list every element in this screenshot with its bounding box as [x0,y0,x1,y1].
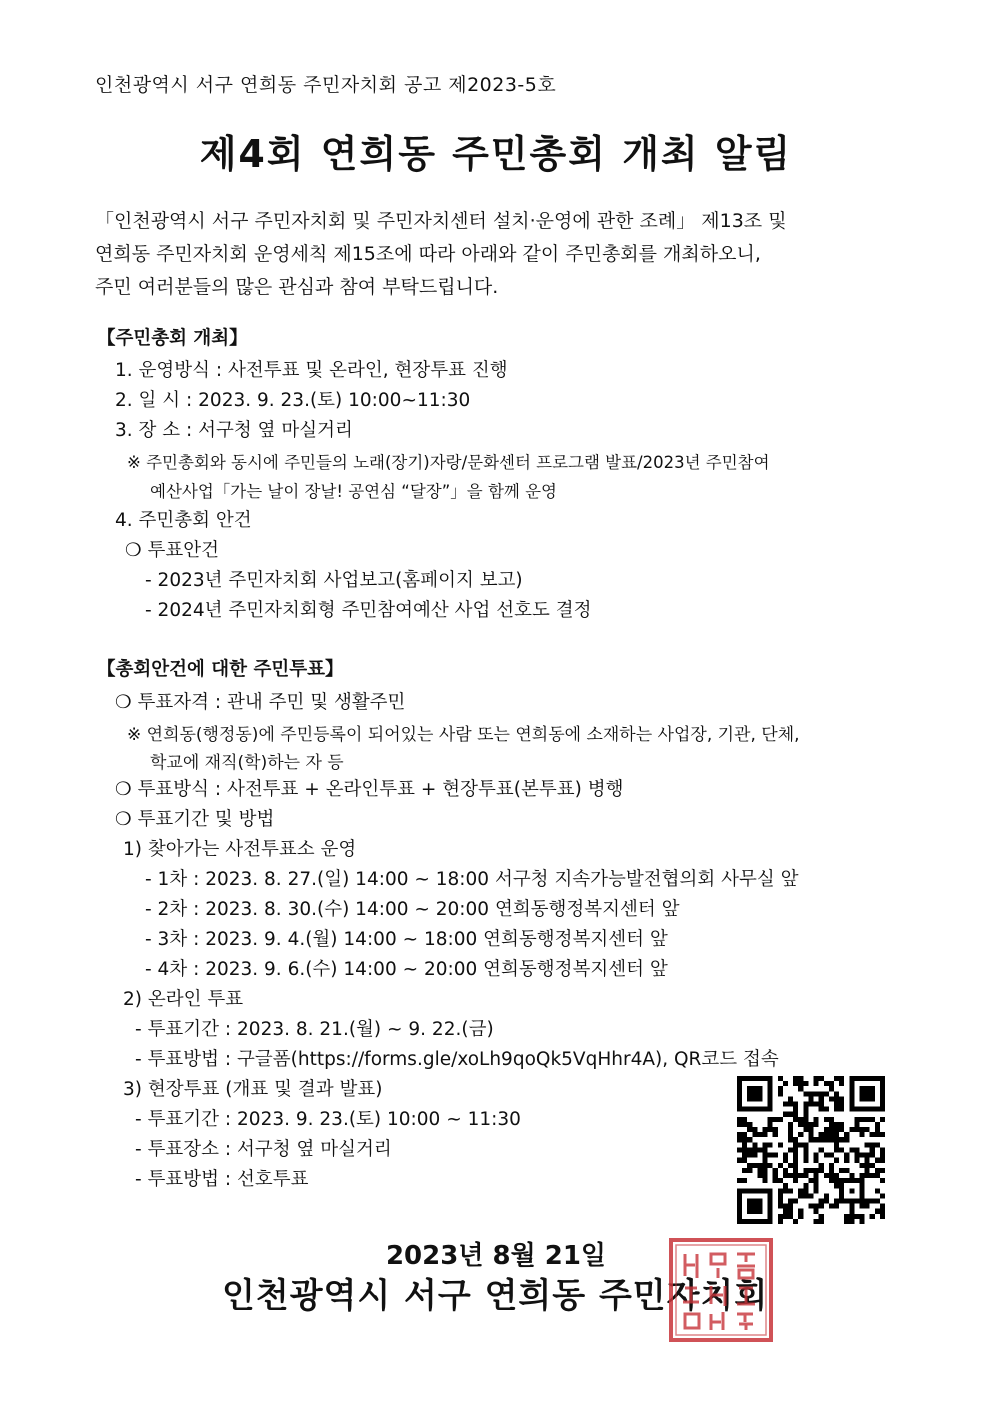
agenda-item: - 2024년 주민자치회형 주민참여예산 사업 선호도 결정 [145,600,592,621]
onsite-vote-item: - 투표방법 : 선호투표 [135,1169,309,1190]
agenda-item: - 2023년 주민자치회 사업보고(홈페이지 보고) [145,570,523,591]
notice-number: 인천광역시 서구 연희동 주민자치회 공고 제2023-5호 [95,74,557,96]
early-vote-item: - 4차 : 2023. 9. 6.(수) 14:00 ~ 20:00 연희동행정복지센터 앞 [145,959,668,980]
intro-line: 「인천광역시 서구 주민자치회 및 주민자치센터 설치·운영에 관한 조례」 제13조 및 [95,210,787,232]
official-seal-icon [667,1236,775,1344]
vote-method: ❍ 투표방식 : 사전투표 + 온라인투표 + 현장투표(본투표) 병행 [115,779,624,800]
online-vote-item: - 투표방법 : 구글폼(https://forms.gle/xoLh9qoQk5VqHhr4A), QR코드 접속 [135,1049,779,1070]
notice-date: 2023년 8월 21일 [385,1241,607,1271]
agenda-sub: ❍ 투표안건 [125,540,219,561]
note-line: ※ 주민총회와 동시에 주민들의 노래(장기)자랑/문화센터 프로그램 발표/2023년 주민참여 [127,453,770,472]
early-vote-item: - 1차 : 2023. 8. 27.(일) 14:00 ~ 18:00 서구청 지속가능발전협의회 사무실 앞 [145,869,799,890]
onsite-vote-item: - 투표기간 : 2023. 9. 23.(토) 10:00 ~ 11:30 [135,1109,521,1130]
agenda-title: 4. 주민총회 안건 [115,510,252,531]
section-heading-vote: 【총회안건에 대한 주민투표】 [97,659,344,680]
section-heading-meeting: 【주민총회 개최】 [97,328,248,349]
onsite-vote-item: - 투표장소 : 서구청 옆 마실거리 [135,1139,392,1160]
early-vote-title: 1) 찾아가는 사전투표소 운영 [123,839,357,860]
list-item: 2. 일 시 : 2023. 9. 23.(토) 10:00~11:30 [115,390,471,411]
list-item: 3. 장 소 : 서구청 옆 마실거리 [115,420,353,441]
online-vote-title: 2) 온라인 투표 [123,989,244,1010]
early-vote-item: - 2차 : 2023. 8. 30.(수) 14:00 ~ 20:00 연희동행정복지센터 앞 [145,899,680,920]
vote-period: ❍ 투표기간 및 방법 [115,809,275,830]
online-vote-item: - 투표기간 : 2023. 8. 21.(월) ~ 9. 22.(금) [135,1019,494,1040]
onsite-vote-title: 3) 현장투표 (개표 및 결과 발표) [123,1079,383,1100]
vote-qualification: ❍ 투표자격 : 관내 주민 및 생활주민 [115,692,406,713]
list-item: 1. 운영방식 : 사전투표 및 온라인, 현장투표 진행 [115,360,508,381]
note-line: 예산사업「가는 날이 장날! 공연심 “달장”」을 함께 운영 [150,482,557,501]
intro-line: 연희동 주민자치회 운영세칙 제15조에 따라 아래와 같이 주민총회를 개최하오니, [95,243,761,265]
intro-line: 주민 여러분들의 많은 관심과 참여 부탁드립니다. [95,276,499,298]
intro-paragraph [95,205,900,304]
early-vote-item: - 3차 : 2023. 9. 4.(월) 14:00 ~ 18:00 연희동행정복지센터 앞 [145,929,668,950]
note-line: ※ 연희동(행정동)에 주민등록이 되어있는 사람 또는 연희동에 소재하는 사업장, 기관, 단체, [127,725,800,745]
page-title: 제4회 연희동 주민총회 개최 알림 [199,132,793,176]
note-line: 학교에 재직(학)하는 자 등 [150,753,344,773]
organization-name: 인천광역시 서구 연희동 주민자치회 [222,1276,769,1316]
qr-code-icon[interactable] [737,1076,885,1224]
